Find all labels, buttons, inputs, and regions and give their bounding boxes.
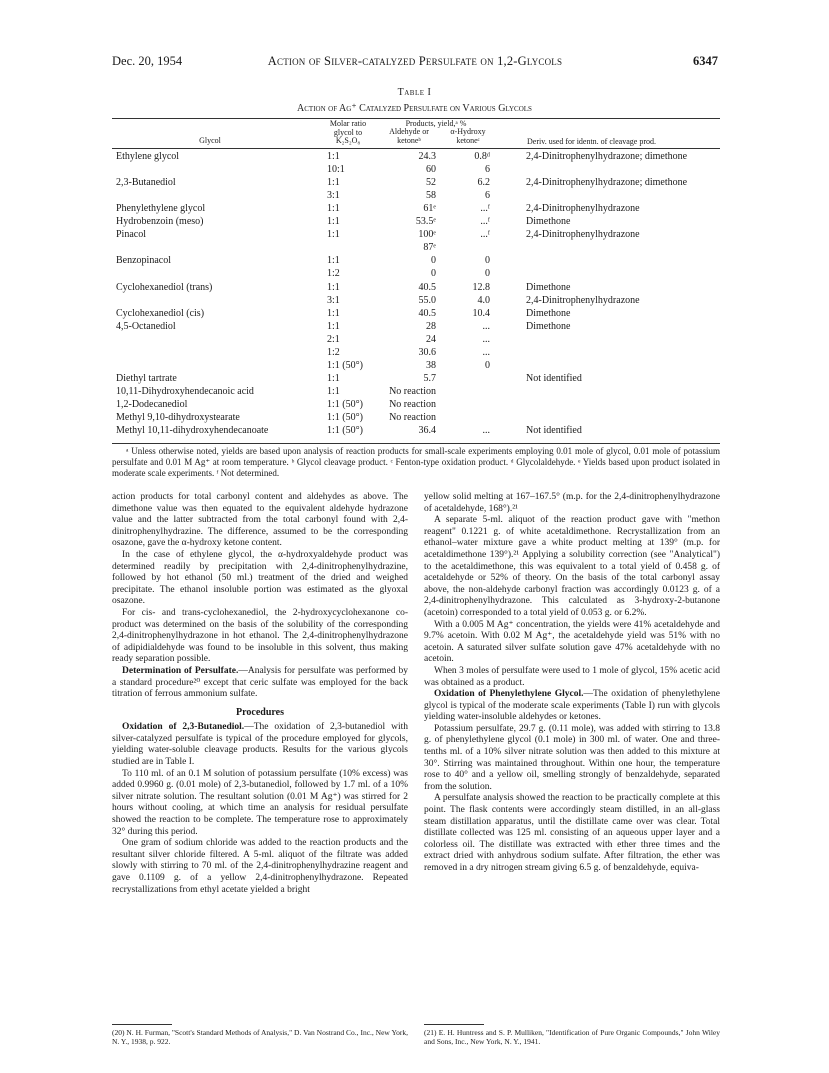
right-column <box>424 492 720 875</box>
hydroxy-yield-cell: ...ᶠ <box>480 203 490 215</box>
ratio-cell: 3:1 <box>327 294 340 306</box>
paragraph: One gram of sodium chloride was added to the reaction products and the resultant silver chloride filtered. A 5-ml. aliquot of the filtrate was added slowly with stirring to 70 ml. of the 2,4-dinitrophenylhydrazine reagent and gave 0.1109 g. of a yellow 2,4-dinitrophenylhydrazone. Repeated recrystallizations from ethyl acetate yielded a bright <box>112 838 408 895</box>
derivative-cell: 2,4-Dinitrophenylhydrazone <box>526 294 640 306</box>
ratio-cell: 2:1 <box>327 333 340 345</box>
aldehyde-yield-cell: 5.7 <box>423 372 436 384</box>
glycol-cell: Diethyl tartrate <box>116 372 177 384</box>
aldehyde-yield-cell: 61ᵉ <box>423 203 436 215</box>
header-derivative: Deriv. used for identn. of cleavage prod. <box>527 137 656 146</box>
ratio-cell: 1:1 <box>327 372 340 384</box>
footnote-rule <box>424 1024 484 1025</box>
table-row <box>0 216 829 230</box>
derivative-cell: Not identified <box>526 372 582 384</box>
aldehyde-yield-cell: 36.4 <box>418 425 436 437</box>
header-title: Action of Silver-catalyzed Persulfate on 1,2-Glycols <box>267 54 563 68</box>
paragraph: With a 0.005 M Ag⁺ concentration, the yields were 41% acetaldehyde and 9.7% acetoin. With 0.02 M Ag⁺, the acetaldehyde yield was 51% with no acetoin. A saturated silver sulfate solution gave 47% acetaldehyde with no acetoin. <box>424 619 720 665</box>
paragraph: yellow solid melting at 167–167.5° (m.p. for the 2,4-dinitrophenylhydrazone of acetaldehyde, 168°).²¹ <box>424 492 720 514</box>
glycol-cell: Ethylene glycol <box>116 151 180 162</box>
ratio-cell: 1:1 <box>327 203 340 215</box>
aldehyde-yield-cell: 0 <box>431 255 436 267</box>
table-row <box>0 268 829 282</box>
glycol-cell: Benzopinacol <box>116 255 171 267</box>
ratio-cell: 1:1 <box>327 281 340 293</box>
paragraph: When 3 moles of persulfate were used to 1 mole of glycol, 15% acetic acid was obtained as a product. <box>424 665 720 688</box>
ratio-cell: 3:1 <box>327 190 340 202</box>
derivative-cell: 2,4-Dinitrophenylhydrazone <box>526 229 640 241</box>
table-row <box>0 360 829 374</box>
glycol-cell: Cyclohexanediol (trans) <box>116 281 213 293</box>
hydroxy-yield-cell: ...ᶠ <box>480 216 490 228</box>
aldehyde-yield-cell: No reaction <box>389 398 436 410</box>
header-aldehyde <box>378 128 440 145</box>
table-footnotes: ᵃ Unless otherwise noted, yields are based upon analysis of reaction products for small-scale experiments employing 0.01 mole of glycol, 0.01 mole of potassium persulfate and 0.01 M Ag⁺ at room temperature. ᵇ Glycol cleavage product. ᶜ Fenton-type oxidation product. ᵈ Glycolaldehyde. ᵉ Yields based upon product isolated in moderate scale experiments. ᶠ Not determined. <box>112 446 720 478</box>
paragraph-heading: Oxidation of Phenylethylene Glycol. <box>434 689 584 700</box>
paragraph: A separate 5-ml. aliquot of the reaction product gave with "methon reagent" 0.1221 g. of white acetaldimethone. Recrystallization from an ethanol–water mixture gave a white product melting at 139° (m.p. for acetaldimethone 139°).²¹ Applying a solubility correction (see "Analytical") to the acetaldimethone, this was equivalent to a total yield of 0.458 g. of acetaldehyde or 52% of theory. On the basis of the total carbonyl assay above, the non-aldehyde carbonyl fraction was accordingly 0.0123 g. of a 2,4-dinitrophenylhydrazone. This calculated as 3-hydroxy-2-butanone (acetoin) corresponded to a total yield of 0.053 g. or 6.2%. <box>424 515 720 618</box>
page-number: 6347 <box>693 54 718 68</box>
table-row <box>0 177 829 191</box>
table-row <box>0 203 829 217</box>
table-row <box>0 425 829 439</box>
paragraph-text: —The oxidation of phenylethylene glycol is typical of the moderate scale experiments (Table I) run with glycols yielding water-insoluble aldehydes or ketones. <box>424 689 720 723</box>
hydroxy-yield-cell: ... <box>482 320 490 332</box>
paragraph <box>112 666 408 701</box>
hydroxy-yield-cell: 6 <box>485 190 490 202</box>
paragraph: Potassium persulfate, 29.7 g. (0.11 mole), was added with stirring to 13.8 g. of phenylethylene glycol (0.1 mole) in 300 ml. of water. One and three-tenths ml. of a 10% silver nitrate solution was then added to this mixture at 30°. Stirring was maintained throughout. Within one hour, the temperature rose to 40° and a yellow oil, smelling strongly of benzaldehyde, separated from the solution. <box>424 723 720 792</box>
hydroxy-yield-cell: ... <box>482 333 490 345</box>
glycol-cell: Methyl 9,10-dihydroxystearate <box>116 412 240 423</box>
glycol-cell: Pinacol <box>116 229 146 241</box>
aldehyde-yield-cell: 53.5ᵉ <box>415 216 436 228</box>
aldehyde-yield-cell: 24 <box>426 333 436 345</box>
header-hydroxy <box>440 128 496 145</box>
paragraph: A persulfate analysis showed the reaction to be practically complete at this point. The flask contents were accordingly steam distilled, in an all-glass steam distillation apparatus, until the distillate came over was clear. Total distillate collected was 125 ml. consisting of an aqueous upper layer and a colorless oil. The distillate was extracted with ether three times and the extract dried with anhydrous sodium sulfate. After filtration, the ether was removed in a dry nitrogen stream giving 6.5 g. of benzaldehyde, equiva- <box>424 793 720 873</box>
hydroxy-yield-cell: ...ᶠ <box>480 229 490 241</box>
footnote-20: (20) N. H. Furman, "Scott's Standard Methods of Analysis," D. Van Nostrand Co., Inc., New York, N. Y., 1938, p. 922. <box>112 1028 408 1046</box>
table-row <box>0 308 829 322</box>
ratio-cell: 1:1 <box>327 151 340 162</box>
aldehyde-yield-cell: 87ᵉ <box>423 242 436 254</box>
header-products: Products, yield,ᵃ % <box>405 119 467 128</box>
table-row <box>0 255 829 269</box>
ratio-cell: 1:1 (50°) <box>327 412 363 423</box>
header-text: K₂S₂O₈ <box>335 136 361 145</box>
derivative-cell: 2,4-Dinitrophenylhydrazone; dimethone <box>526 151 688 162</box>
table-row <box>0 334 829 348</box>
table-row <box>0 164 829 178</box>
table-row <box>0 373 829 387</box>
aldehyde-yield-cell: 52 <box>426 177 436 189</box>
derivative-cell: Not identified <box>526 425 582 437</box>
derivative-cell: 2,4-Dinitrophenylhydrazone <box>526 203 640 215</box>
ratio-cell: 1:1 <box>327 307 340 319</box>
aldehyde-yield-cell: No reaction <box>389 385 436 397</box>
table-label: Table I <box>397 87 432 98</box>
left-column <box>112 492 408 896</box>
paragraph-text: —The oxidation of 2,3-butanediol with silver-catalyzed persulfate is typical of the procedure employed for glycols, yielding water-soluble cleavage products. Results for the various glycols studied are in Table I. <box>112 722 408 768</box>
paragraph: action products for total carbonyl content and aldehydes as above. The dimethone value was then equated to the equivalent aldehyde hydrazone value and the latter subtracted from the total carbonyl found with 2,4-dinitrophenylhydrazine. The difference, assumed to be the corresponding osazone, gave the α-hydroxy ketone content. <box>112 492 408 549</box>
aldehyde-yield-cell: 55.0 <box>418 294 436 306</box>
header-text: ketoneᶜ <box>456 135 480 145</box>
glycol-cell: 4,5-Octanediol <box>116 320 176 332</box>
derivative-cell: Dimethone <box>526 320 571 332</box>
hydroxy-yield-cell: 0 <box>485 255 490 267</box>
paragraph: To 110 ml. of an 0.1 M solution of potassium persulfate (10% excess) was added 0.9960 g. (0.01 mole) of 2,3-butanediol, followed by 1.7 ml. of a 10% silver nitrate solution. The resultant solution (0.01 M Ag⁺) was stirred for 2 hours without cooling, at which time an analysis for residual persulfate showed the reaction to be complete. The temperature rose to approximately 32° during this period. <box>112 768 408 837</box>
table-row <box>0 321 829 335</box>
ratio-cell: 1:1 (50°) <box>327 359 363 371</box>
aldehyde-yield-cell: 40.5 <box>418 307 436 319</box>
aldehyde-yield-cell: No reaction <box>389 412 436 423</box>
aldehyde-yield-cell: 38 <box>426 359 436 371</box>
glycol-cell: 1,2-Dodecanediol <box>116 398 188 410</box>
table-row <box>0 386 829 400</box>
table-row <box>0 242 829 256</box>
hydroxy-yield-cell: ... <box>482 346 490 358</box>
glycol-cell: 2,3-Butanediol <box>116 177 176 189</box>
ratio-cell: 1:1 <box>327 177 340 189</box>
paragraph-text: —Analysis for persulfate was performed by a standard procedure²⁰ except that ceric sulfate was employed for the back titration of ferrous ammonium sulfate. <box>112 665 408 700</box>
running-head <box>112 54 718 70</box>
aldehyde-yield-cell: 30.6 <box>418 346 436 358</box>
paragraph <box>424 689 720 724</box>
table-row <box>0 399 829 413</box>
hydroxy-yield-cell: ... <box>482 425 490 437</box>
footnote-rule <box>112 1024 172 1025</box>
glycol-cell: Hydrobenzoin (meso) <box>116 216 204 228</box>
ratio-cell: 1:1 <box>327 255 340 267</box>
table-row <box>0 412 829 426</box>
table-row <box>0 282 829 296</box>
derivative-cell: Dimethone <box>526 281 571 293</box>
hydroxy-yield-cell: 4.0 <box>477 294 490 306</box>
paragraph <box>112 722 408 768</box>
ratio-cell: 1:1 <box>327 229 340 241</box>
aldehyde-yield-cell: 100ᵉ <box>418 229 436 241</box>
aldehyde-yield-cell: 0 <box>431 268 436 280</box>
ratio-cell: 1:2 <box>327 268 340 280</box>
table-row <box>0 295 829 309</box>
header-text: Molar ratio <box>329 119 367 128</box>
footnote-21: (21) E. H. Huntress and S. P. Mulliken, "Identification of Pure Organic Compounds," John Wiley and Sons, Inc., New York, N. Y., 1941. <box>424 1028 720 1046</box>
hydroxy-yield-cell: 0 <box>485 268 490 280</box>
ratio-cell: 1:2 <box>327 346 340 358</box>
hydroxy-yield-cell: 6.2 <box>477 177 490 189</box>
ratio-cell: 1:1 <box>327 385 340 397</box>
ratio-cell: 1:1 <box>327 216 340 228</box>
table-row <box>0 151 829 165</box>
section-heading: Procedures <box>236 706 284 718</box>
header-molar-ratio <box>318 120 378 146</box>
header-text: α-Hydroxy <box>450 127 486 136</box>
table-caption: Action of Ag⁺ Catalyzed Persulfate on Various Glycols <box>297 103 532 114</box>
paragraph-heading: Oxidation of 2,3-Butanediol. <box>122 722 245 733</box>
aldehyde-yield-cell: 58 <box>426 190 436 202</box>
glycol-cell: Phenylethylene glycol <box>116 203 206 215</box>
ratio-cell: 10:1 <box>327 164 345 176</box>
aldehyde-yield-cell: 24.3 <box>418 151 436 162</box>
glycol-cell: Methyl 10,11-dihydroxyhendecanoate <box>116 425 269 437</box>
derivative-cell: Dimethone <box>526 307 571 319</box>
derivative-cell: 2,4-Dinitrophenylhydrazone; dimethone <box>526 177 688 189</box>
header-text: ketoneᵇ <box>397 135 421 145</box>
table-row <box>0 190 829 204</box>
hydroxy-yield-cell: 6 <box>485 164 490 176</box>
table-header-rule <box>112 148 720 149</box>
aldehyde-yield-cell: 40.5 <box>418 281 436 293</box>
aldehyde-yield-cell: 28 <box>426 320 436 332</box>
header-text: Aldehyde or <box>389 127 429 136</box>
ratio-cell: 1:1 (50°) <box>327 398 363 410</box>
table-row <box>0 347 829 361</box>
hydroxy-yield-cell: 10.4 <box>472 307 490 319</box>
paragraph: For cis- and trans-cyclohexanediol, the 2-hydroxycyclohexanone co-product was determined on the basis of the solubility of the corresponding 2,4-dinitrophenylhydrazone in hot ethanol. The 2,4-dinitrophenylhydrazone of adipidialdehyde was found to be insoluble in this solvent, thus making ready separation possible. <box>112 607 408 665</box>
paragraph-heading: Determination of Persulfate. <box>122 665 239 676</box>
header-date: Dec. 20, 1954 <box>112 54 183 68</box>
table-row <box>0 229 829 243</box>
header-text: glycol to <box>333 127 363 137</box>
hydroxy-yield-cell: 0.8ᵈ <box>474 151 490 162</box>
table-bottom-rule <box>112 443 720 444</box>
glycol-cell: Cyclohexanediol (cis) <box>116 307 205 319</box>
paragraph: In the case of ethylene glycol, the α-hydroxyaldehyde product was determined readily by precipitation with 2,4-dinitrophenylhydrazine, followed by hot ethanol (50 ml.) treatment of the dried and weighed precipitate. The ethanol insoluble portion was estimated as the glyoxal osazone. <box>112 549 408 607</box>
header-glycol: Glycol <box>199 136 221 145</box>
hydroxy-yield-cell: 0 <box>485 359 490 371</box>
ratio-cell: 1:1 <box>327 320 340 332</box>
hydroxy-yield-cell: 12.8 <box>472 281 490 293</box>
derivative-cell: Dimethone <box>526 216 571 228</box>
glycol-cell: 10,11-Dihydroxyhendecanoic acid <box>116 385 254 397</box>
ratio-cell: 1:1 (50°) <box>327 425 363 437</box>
aldehyde-yield-cell: 60 <box>426 164 436 176</box>
